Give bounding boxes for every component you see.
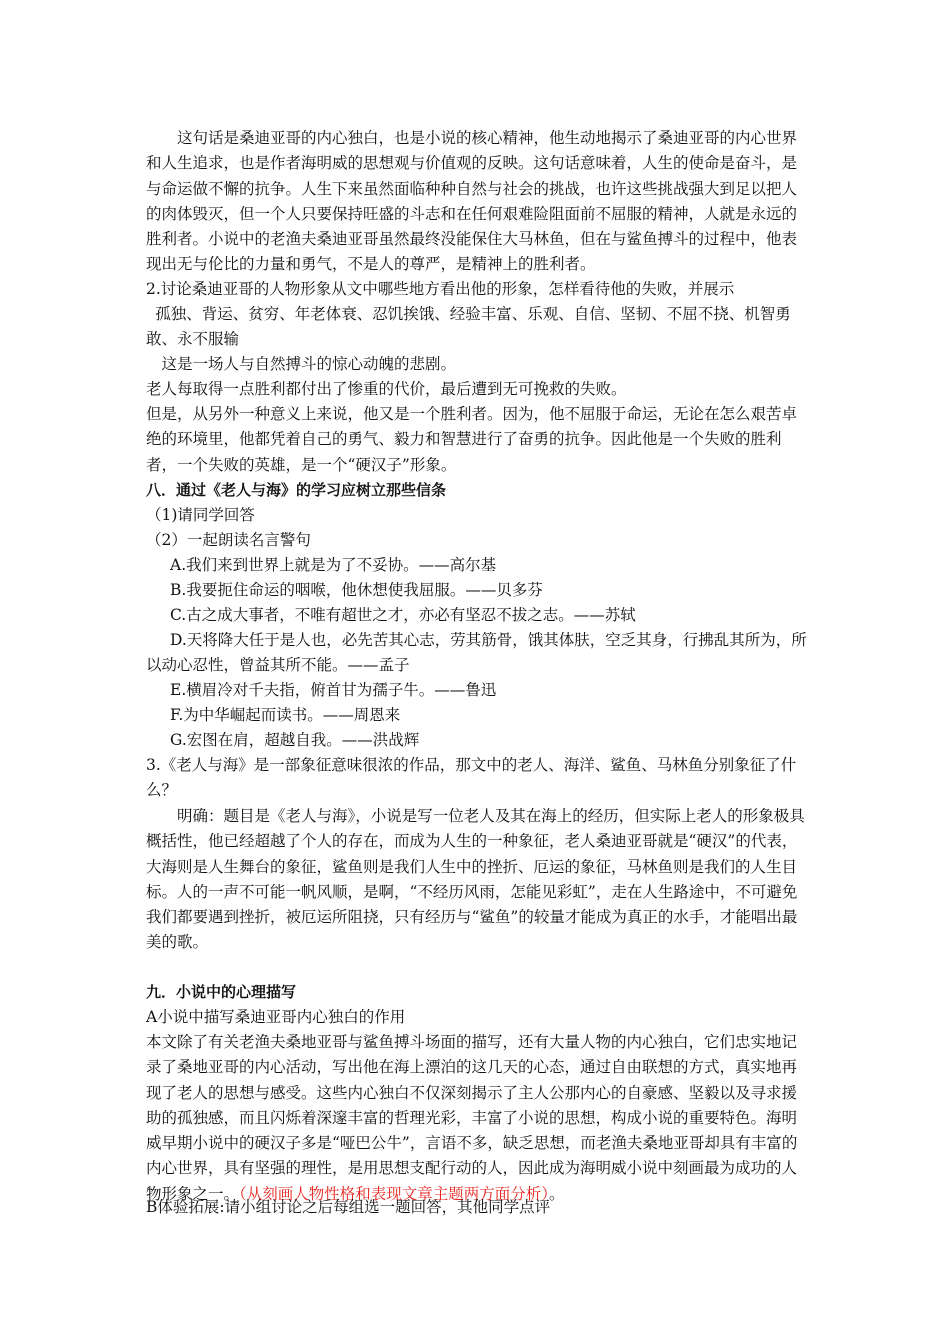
quote-d: D.天将降大任于是人也，必先苦其心志，劳其筋骨，饿其体肤，空乏其身，行拂乱其所为，所以动心忍性，曾益其所不能。——孟子 <box>146 631 807 675</box>
quote-g: G.宏图在肩，超越自我。——洪战辉 <box>170 731 420 749</box>
section-9-body <box>146 1030 811 1207</box>
section-8-item-2: （2）一起朗读名言警句 <box>146 531 311 549</box>
quote-e: E.横眉冷对千夫指，俯首甘为孺子牛。——鲁迅 <box>170 681 497 699</box>
winner-paragraph: 但是，从另外一种意义上来说，他又是一个胜利者。因为，他不屈服于命运，无论在怎么艰苦卓绝的环境里，他都凭着自己的勇气、毅力和智慧进行了奋勇的抗争。因此他是一个失败的胜利者，一个失败的英雄，是一个“硬汉子”形象。 <box>146 405 798 474</box>
sentence-end: 。 <box>549 1184 565 1203</box>
quote-f: F.为中华崛起而读书。——周恩来 <box>170 706 401 724</box>
quote-a: A.我们来到世界上就是为了不妥协。——高尔基 <box>170 556 497 574</box>
analysis-note: （从刻画人物性格和表现文章主题两方面分析） <box>239 1184 550 1203</box>
answer-3: 明确：题目是《老人与海》，小说是写一位老人及其在海上的经历，但实际上老人的形象极具概括性，他已经超越了个人的存在，而成为人生的一种象征，老人桑迪亚哥就是“硬汉”的代表，大海则是人生舞台的象征，鲨鱼则是我们人生中的挫折、厄运的象征，马林鱼则是我们的人生目标。人的一声不可能一帆风顺，是啊，“不经历风雨，怎能见彩虹”，走在人生路途中，不可避免我们都要遇到挫折，被厄运所阻挠，只有经历与“鲨鱼”的较量才能成为真正的水手，才能唱出最美的歌。 <box>146 807 805 952</box>
section-8-heading: 八．通过《老人与海》的学习应树立那些信条 <box>146 481 447 499</box>
question-2: 2.讨论桑迪亚哥的人物形象从文中哪些地方看出他的形象，怎样看待他的失败，并展示 <box>146 280 735 298</box>
quote-b: B.我要扼住命运的咽喉，他休想使我屈服。——贝多芬 <box>170 581 543 599</box>
price-line: 老人每取得一点胜利都付出了惨重的代价，最后遭到无可挽救的失败。 <box>146 380 627 398</box>
character-traits: 孤独、背运、贫穷、年老体衰、忍饥挨饿、经验丰富、乐观、自信、坚韧、不屈不挠、机智勇敢、永不服输 <box>146 305 791 349</box>
section-8-item-1: （1)请同学回答 <box>146 506 255 524</box>
quote-c: C.古之成大事者，不唯有超世之才，亦必有坚忍不拔之志。——苏轼 <box>170 606 636 624</box>
section-9-b: B体验拓展:请小组讨论之后每组选一题回答，其他同学点评 <box>146 1198 551 1216</box>
tragedy-line: 这是一场人与自然搏斗的惊心动魄的悲剧。 <box>161 355 457 373</box>
paragraph-monologue-meaning: 这句话是桑迪亚哥的内心独白，也是小说的核心精神，他生动地揭示了桑迪亚哥的内心世界和人生追求，也是作者海明威的思想观与价值观的反映。这句话意味着，人生的使命是奋斗，是与命运做不懈的抗争。人生下来虽然面临种种自然与社会的挑战，也许这些挑战强大到足以把人的肉体毁灭，但一个人只要保持旺盛的斗志和在任何艰难险阻面前不屈服的精神，人就是永远的胜利者。小说中的老渔夫桑迪亚哥虽然最终没能保住大马林鱼，但在与鲨鱼搏斗的过程中，他表现出无与伦比的力量和勇气，不是人的尊严，是精神上的胜利者。 <box>146 129 798 274</box>
section-9-heading: 九．小说中的心理描写 <box>146 983 297 1001</box>
question-3: 3.《老人与海》是一部象征意味很浓的作品，那文中的老人、海洋、鲨鱼、马林鱼分别象征了什么？ <box>146 756 797 800</box>
section-9-body-text: 本文除了有关老渔夫桑地亚哥与鲨鱼搏斗场面的描写，还有大量人物的内心独白，它们忠实地记录了桑地亚哥的内心活动，写出他在海上漂泊的这几天的心态，通过自由联想的方式，真实地再现了老人的思想与感受。这些内心独白不仅深刻揭示了主人公那内心的自豪感、坚毅以及寻求援助的孤独感，而且闪烁着深邃丰富的哲理光彩，丰富了小说的思想，构成小说的重要特色。海明威早期小说中的硬汉子多是“哑巴公牛”，言语不多，缺乏思想，而老渔夫桑地亚哥却具有丰富的内心世界，具有坚强的理性，是用思想支配行动的人，因此成为海明威小说中刻画最为成功的人物形象之一。 <box>146 1033 798 1203</box>
section-9-a: A小说中描写桑迪亚哥内心独白的作用 <box>146 1008 406 1026</box>
